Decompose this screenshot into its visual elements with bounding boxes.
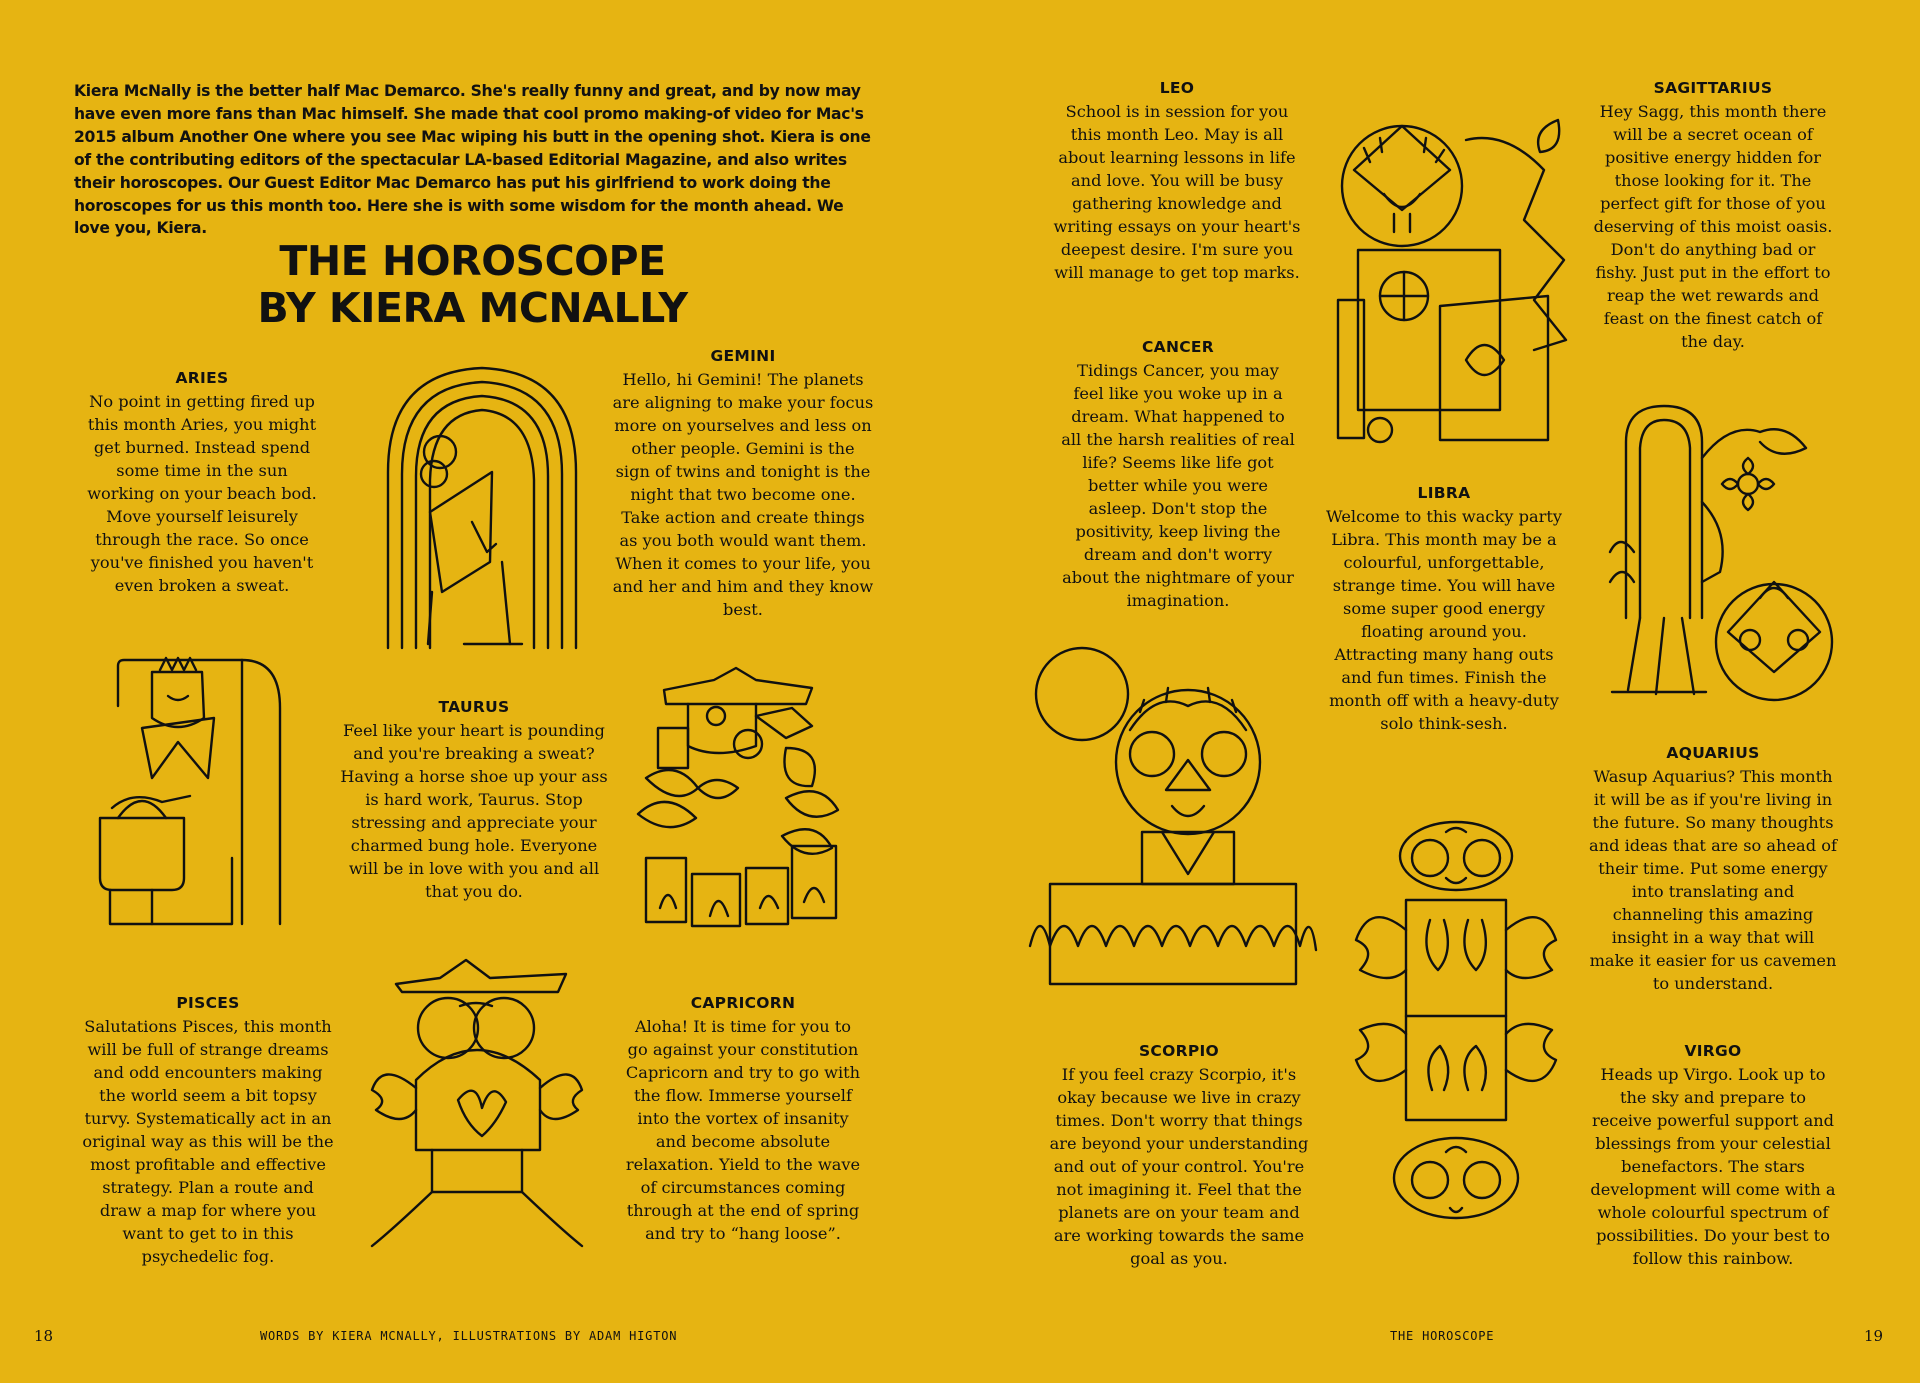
- sign-libra-text: Welcome to this wacky party Libra. This month may be a colourful, unforgettable, strange time. You will have some super good energy floating around you. Attracting many hang outs and fun times. Finish the month off with a heavy-duty solo think-sesh.: [1326, 507, 1562, 733]
- sign-leo-text: School is in session for you this month Leo. May is all about learning lessons in life and love. You will be busy gathering knowledge and writing essays on your heart's deepest desire. I'm sure you will manage to get top marks.: [1053, 102, 1301, 282]
- aries-illustration: [92, 658, 288, 926]
- sign-cancer: [1060, 337, 1296, 612]
- gemini-illustration: [372, 362, 592, 654]
- pisces-illustration: [372, 960, 582, 1250]
- sign-libra-heading: LIBRA: [1417, 484, 1471, 502]
- sign-aries: [86, 368, 318, 597]
- sign-cancer-text: Tidings Cancer, you may feel like you woke up in a dream. What happened to all the harsh realities of real life? Seems like life got better while you were asleep. Don't stop the positivity, keep living the dream and don't worry about the nightmare of your imagination.: [1061, 361, 1295, 610]
- cancer-illustration: [1026, 650, 1316, 990]
- page-title: [200, 238, 745, 332]
- taurus-illustration: [636, 668, 850, 930]
- sign-aries-heading: ARIES: [175, 369, 229, 387]
- sign-sagittarius: [1588, 78, 1838, 353]
- footer-credits: WORDS BY KIERA MCNALLY, ILLUSTRATIONS BY ADAM HIGTON: [260, 1329, 678, 1343]
- sign-scorpio: [1048, 1041, 1310, 1270]
- sign-aries-text: No point in getting fired up this month Aries, you might get burned. Instead spend some time in the sun working on your beach bod. Move yourself leisurely through the race. So once you've finished you haven't even broken a sweat.: [87, 392, 317, 595]
- sign-pisces: [80, 993, 336, 1268]
- aquarius-illustration: [1350, 820, 1584, 1234]
- sign-libra: [1318, 483, 1570, 735]
- sign-gemini-heading: GEMINI: [710, 347, 776, 365]
- sign-taurus: [340, 697, 608, 903]
- sign-taurus-text: Feel like your heart is pounding and you're breaking a sweat? Having a horse shoe up your ass is hard work, Taurus. Stop stressing and appreciate your charmed bung hole. Everyone will be in love with you and all that you do.: [340, 721, 608, 901]
- sagittarius-illustration: [1610, 402, 1836, 700]
- sign-aquarius: [1588, 743, 1838, 995]
- sign-capricorn: [624, 993, 862, 1245]
- sign-pisces-text: Salutations Pisces, this month will be full of strange dreams and odd encounters making the world seem a bit topsy turvy. Systematically act in an original way as this will be the most profitable and effective strategy. Plan a route and draw a map for where you want to get to in this psychedelic fog.: [82, 1017, 334, 1266]
- sign-sagittarius-heading: SAGITTARIUS: [1653, 79, 1773, 97]
- sign-aquarius-text: Wasup Aquarius? This month it will be as if you're living in the future. So many thoughts and ideas that are so ahead of their time. Put some energy into translating and channeling this amazing insight in a way that will make it easier for us cavemen to understand.: [1589, 767, 1837, 993]
- sign-virgo-text: Heads up Virgo. Look up to the sky and prepare to receive powerful support and blessings from your celestial benefactors. The stars development will come with a whole colourful spectrum of possibilities. Do your best to follow this rainbow.: [1590, 1065, 1836, 1268]
- intro-paragraph: Kiera McNally is the better half Mac Demarco. She's really funny and great, and by now may have even more fans than Mac himself. She made that cool promo making-of video for Mac's 2015 album Another One where you see Mac wiping his butt in the opening shot. Kiera is one of the contributing editors of the spectacular LA-based Editorial Magazine, and also writes their horoscopes. Our Guest Editor Mac Demarco has put his girlfriend to work doing the horoscopes for us this month too. Here she is with some wisdom for the month ahead. We love you, Kiera.: [74, 82, 871, 238]
- leo-illustration: [1334, 110, 1570, 446]
- page-number-left: 18: [34, 1327, 54, 1345]
- sign-aquarius-heading: AQUARIUS: [1666, 744, 1760, 762]
- sign-capricorn-heading: CAPRICORN: [690, 994, 796, 1012]
- sign-cancer-heading: CANCER: [1141, 338, 1215, 356]
- title-line-1: THE HOROSCOPE: [279, 237, 666, 285]
- sign-virgo: [1588, 1041, 1838, 1270]
- sign-gemini-text: Hello, hi Gemini! The planets are aligning to make your focus more on yourselves and less on other people. Gemini is the sign of twins and tonight is the night that two become one. Take action and create things as you both would want them. When it comes to your life, you and her and him and they know best.: [612, 370, 874, 619]
- sign-leo: [1052, 78, 1302, 284]
- sign-pisces-heading: PISCES: [176, 994, 240, 1012]
- page-number-right: 19: [1864, 1327, 1884, 1345]
- sign-taurus-heading: TAURUS: [438, 698, 510, 716]
- title-line-2: BY KIERA MCNALLY: [257, 284, 688, 332]
- sign-scorpio-heading: SCORPIO: [1138, 1042, 1220, 1060]
- sign-virgo-heading: VIRGO: [1684, 1042, 1742, 1060]
- sign-leo-heading: LEO: [1159, 79, 1195, 97]
- sign-capricorn-text: Aloha! It is time for you to go against your constitution Capricorn and try to go with the flow. Immerse yourself into the vortex of insanity and become absolute relaxation. Yield to the wave of circumstances coming through at the end of spring and try to “hang loose”.: [625, 1017, 861, 1243]
- sign-scorpio-text: If you feel crazy Scorpio, it's okay because we live in crazy times. Don't worry that things are beyond your understanding and out of your control. You're not imagining it. Feel that the planets are on your team and are working towards the same goal as you.: [1049, 1065, 1309, 1268]
- sign-gemini: [612, 346, 874, 621]
- sign-sagittarius-text: Hey Sagg, this month there will be a secret ocean of positive energy hidden for those looking for it. The perfect gift for those of you deserving of this moist oasis. Don't do anything bad or fishy. Just put in the effort to reap the wet rewards and feast on the finest catch of the day.: [1593, 102, 1833, 351]
- footer-section: THE HOROSCOPE: [1390, 1329, 1495, 1343]
